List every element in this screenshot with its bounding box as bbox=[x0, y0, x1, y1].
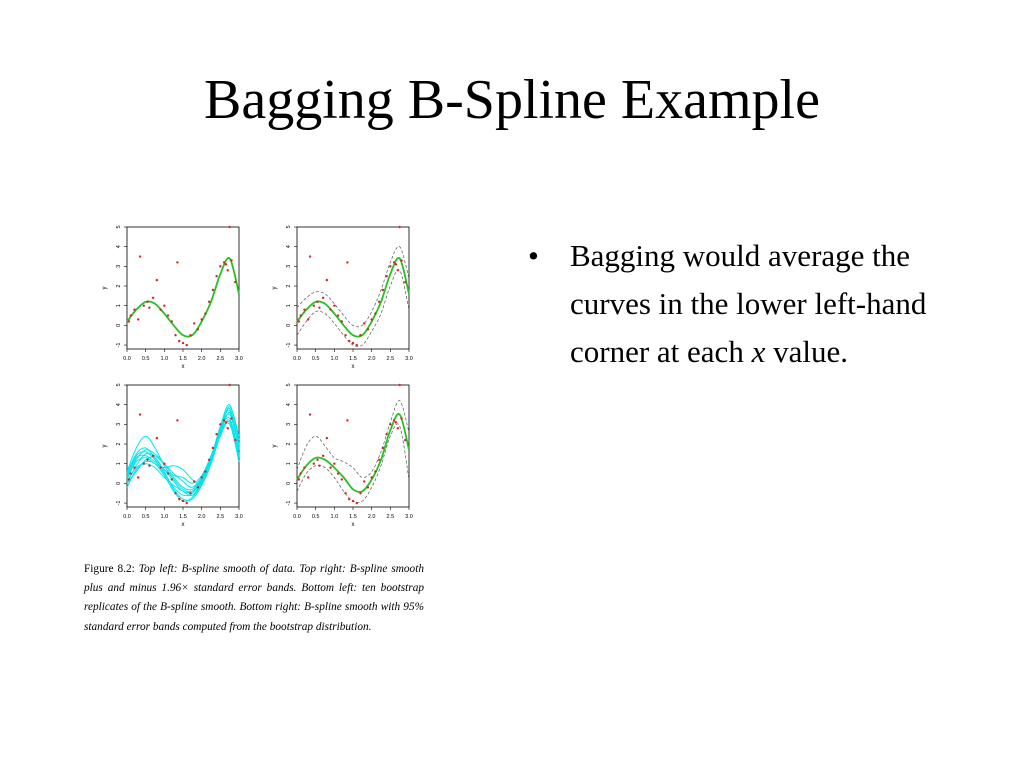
bullet-text bbox=[570, 232, 940, 376]
y-tick-label: 1 bbox=[116, 304, 122, 308]
data-point bbox=[395, 421, 397, 423]
data-point bbox=[300, 472, 302, 474]
data-point bbox=[397, 269, 399, 271]
figure-panels bbox=[80, 215, 430, 545]
y-tick-label: 3 bbox=[116, 422, 122, 426]
data-point bbox=[298, 478, 300, 480]
data-point bbox=[337, 314, 339, 316]
data-point bbox=[382, 289, 384, 291]
x-tick-label: 2.0 bbox=[367, 356, 376, 362]
data-point bbox=[182, 500, 184, 502]
y-tick-label: 5 bbox=[116, 383, 122, 387]
data-point bbox=[374, 312, 376, 314]
data-point bbox=[156, 437, 158, 439]
data-point bbox=[307, 318, 309, 320]
data-point bbox=[389, 265, 391, 267]
x-tick-label: 2.0 bbox=[367, 514, 376, 520]
spline-curve bbox=[127, 258, 239, 337]
data-point bbox=[159, 466, 161, 468]
data-point bbox=[130, 314, 132, 316]
bootstrap-curve bbox=[127, 407, 239, 484]
data-point bbox=[228, 226, 230, 228]
data-point bbox=[204, 312, 206, 314]
y-tick-label: 0 bbox=[286, 481, 292, 485]
data-point bbox=[359, 334, 361, 336]
x-tick-label: 0.5 bbox=[141, 514, 150, 520]
data-point bbox=[346, 419, 348, 421]
data-point bbox=[212, 289, 214, 291]
data-point bbox=[143, 305, 145, 307]
data-point bbox=[378, 459, 380, 461]
x-tick-label: 1.0 bbox=[160, 356, 169, 362]
data-point bbox=[356, 502, 358, 504]
data-point bbox=[322, 455, 324, 457]
x-tick-label: 2.0 bbox=[197, 356, 206, 362]
x-tick-label: 0.0 bbox=[123, 514, 131, 520]
x-tick-label: 1.0 bbox=[330, 514, 339, 520]
y-tick-label: 4 bbox=[116, 245, 122, 249]
x-tick-label: 3.0 bbox=[235, 514, 243, 520]
x-axis-label: x bbox=[351, 364, 355, 370]
y-tick-label: -1 bbox=[286, 500, 292, 506]
data-point bbox=[344, 492, 346, 494]
data-point bbox=[333, 305, 335, 307]
x-tick-label: 3.0 bbox=[405, 514, 413, 520]
data-point bbox=[370, 476, 372, 478]
data-point bbox=[219, 265, 221, 267]
y-tick-label: 0 bbox=[116, 323, 122, 327]
spline-curve bbox=[297, 258, 409, 337]
data-point bbox=[228, 384, 230, 386]
data-point bbox=[182, 342, 184, 344]
data-point bbox=[341, 478, 343, 480]
data-point bbox=[322, 297, 324, 299]
data-point bbox=[316, 459, 318, 461]
data-point bbox=[359, 492, 361, 494]
x-tick-label: 1.5 bbox=[179, 356, 187, 362]
data-point bbox=[329, 308, 331, 310]
data-point bbox=[400, 417, 402, 419]
data-point bbox=[298, 320, 300, 322]
y-tick-label: 2 bbox=[116, 284, 122, 288]
data-point bbox=[152, 297, 154, 299]
data-point bbox=[318, 464, 320, 466]
data-point bbox=[398, 226, 400, 228]
x-axis-label: x bbox=[181, 364, 185, 370]
data-point bbox=[404, 281, 406, 283]
y-tick-label: 2 bbox=[286, 442, 292, 446]
data-point bbox=[309, 255, 311, 257]
data-point bbox=[163, 305, 165, 307]
data-point bbox=[148, 306, 150, 308]
panel-top-right bbox=[250, 215, 420, 380]
y-tick-label: 1 bbox=[286, 462, 292, 466]
bullet-text-start: Bagging would average the curves in the lower left-hand corner at each bbox=[570, 238, 927, 369]
data-point bbox=[167, 472, 169, 474]
x-tick-label: 0.5 bbox=[141, 356, 150, 362]
x-tick-label: 2.5 bbox=[216, 514, 225, 520]
data-point bbox=[397, 427, 399, 429]
data-point bbox=[167, 314, 169, 316]
data-point bbox=[225, 263, 227, 265]
x-tick-label: 1.5 bbox=[179, 514, 187, 520]
data-point bbox=[223, 419, 225, 421]
data-point bbox=[385, 433, 387, 435]
data-point bbox=[215, 275, 217, 277]
data-point bbox=[356, 344, 358, 346]
data-point bbox=[176, 261, 178, 263]
data-point bbox=[148, 464, 150, 466]
data-point bbox=[382, 447, 384, 449]
data-point bbox=[398, 384, 400, 386]
data-point bbox=[393, 261, 395, 263]
data-point bbox=[208, 459, 210, 461]
y-tick-label: -1 bbox=[116, 500, 122, 506]
x-tick-label: 2.5 bbox=[386, 356, 395, 362]
y-tick-label: 1 bbox=[286, 304, 292, 308]
data-point bbox=[307, 476, 309, 478]
data-point bbox=[193, 480, 195, 482]
data-point bbox=[367, 486, 369, 488]
spline-curve bbox=[297, 414, 409, 492]
data-point bbox=[219, 423, 221, 425]
data-point bbox=[174, 334, 176, 336]
y-tick-label: 3 bbox=[286, 264, 292, 268]
data-point bbox=[208, 301, 210, 303]
data-point bbox=[230, 417, 232, 419]
data-point bbox=[370, 318, 372, 320]
data-point bbox=[133, 466, 135, 468]
x-tick-label: 0.0 bbox=[293, 356, 301, 362]
data-point bbox=[337, 472, 339, 474]
data-point bbox=[137, 318, 139, 320]
x-tick-label: 3.0 bbox=[405, 356, 413, 362]
data-point bbox=[395, 263, 397, 265]
data-point bbox=[189, 492, 191, 494]
data-point bbox=[344, 334, 346, 336]
data-point bbox=[171, 478, 173, 480]
data-point bbox=[215, 433, 217, 435]
y-tick-label: 1 bbox=[116, 462, 122, 466]
data-point bbox=[139, 255, 141, 257]
data-point bbox=[223, 261, 225, 263]
y-tick-label: -1 bbox=[116, 342, 122, 348]
data-point bbox=[313, 305, 315, 307]
data-point bbox=[139, 413, 141, 415]
plot-top-right bbox=[250, 215, 420, 375]
data-point bbox=[176, 419, 178, 421]
data-point bbox=[393, 419, 395, 421]
data-point bbox=[352, 500, 354, 502]
data-point bbox=[146, 301, 148, 303]
data-point bbox=[348, 340, 350, 342]
data-point bbox=[303, 466, 305, 468]
x-tick-label: 0.5 bbox=[311, 356, 320, 362]
data-point bbox=[318, 306, 320, 308]
data-point bbox=[212, 447, 214, 449]
data-point bbox=[227, 269, 229, 271]
data-point bbox=[234, 281, 236, 283]
data-point bbox=[178, 340, 180, 342]
slide-title: Bagging B-Spline Example bbox=[204, 69, 820, 131]
x-tick-label: 0.5 bbox=[311, 514, 320, 520]
data-point bbox=[133, 308, 135, 310]
x-tick-label: 0.0 bbox=[123, 356, 131, 362]
x-tick-label: 1.5 bbox=[349, 514, 357, 520]
data-point bbox=[346, 261, 348, 263]
data-point bbox=[128, 320, 130, 322]
data-point bbox=[374, 470, 376, 472]
x-tick-label: 2.5 bbox=[386, 514, 395, 520]
data-point bbox=[352, 342, 354, 344]
panel-bottom-right bbox=[250, 373, 420, 538]
x-tick-label: 1.5 bbox=[349, 356, 357, 362]
data-point bbox=[159, 308, 161, 310]
data-point bbox=[333, 463, 335, 465]
x-axis-label: x bbox=[351, 522, 355, 528]
y-tick-label: 3 bbox=[286, 422, 292, 426]
error-band-line bbox=[297, 401, 409, 478]
y-axis-label: y bbox=[102, 444, 108, 448]
data-point bbox=[178, 498, 180, 500]
data-point bbox=[227, 427, 229, 429]
y-tick-label: 4 bbox=[286, 403, 292, 407]
plot-top-left bbox=[80, 215, 250, 375]
data-point bbox=[329, 466, 331, 468]
y-tick-label: 5 bbox=[116, 225, 122, 229]
y-tick-label: 5 bbox=[286, 383, 292, 387]
data-point bbox=[316, 301, 318, 303]
bullet-text-end: value. bbox=[765, 334, 848, 369]
data-point bbox=[189, 334, 191, 336]
caption-label: Figure 8.2: bbox=[84, 563, 135, 575]
panel-top-left bbox=[80, 215, 250, 380]
data-point bbox=[303, 308, 305, 310]
y-tick-label: 0 bbox=[286, 323, 292, 327]
plot-frame bbox=[127, 227, 239, 349]
data-point bbox=[326, 279, 328, 281]
data-point bbox=[300, 314, 302, 316]
data-point bbox=[143, 463, 145, 465]
data-point bbox=[309, 413, 311, 415]
data-point bbox=[378, 301, 380, 303]
data-point bbox=[367, 328, 369, 330]
data-point bbox=[200, 318, 202, 320]
plot-bottom-right bbox=[250, 373, 420, 533]
x-tick-label: 1.0 bbox=[330, 356, 339, 362]
data-point bbox=[152, 455, 154, 457]
data-point bbox=[389, 423, 391, 425]
data-point bbox=[348, 498, 350, 500]
x-axis-label: x bbox=[181, 522, 185, 528]
data-point bbox=[400, 259, 402, 261]
x-tick-label: 0.0 bbox=[293, 514, 301, 520]
x-tick-label: 3.0 bbox=[235, 356, 243, 362]
data-point bbox=[193, 322, 195, 324]
data-point bbox=[341, 320, 343, 322]
bullet-dot-icon: • bbox=[528, 238, 539, 273]
figure-caption bbox=[84, 560, 424, 637]
bullet-text-emphasis: x bbox=[751, 334, 766, 369]
data-point bbox=[163, 463, 165, 465]
y-tick-label: 5 bbox=[286, 225, 292, 229]
data-point bbox=[230, 259, 232, 261]
x-tick-label: 1.0 bbox=[160, 514, 169, 520]
data-point bbox=[171, 320, 173, 322]
y-tick-label: 4 bbox=[116, 403, 122, 407]
data-point bbox=[130, 472, 132, 474]
y-tick-label: 2 bbox=[116, 442, 122, 446]
y-axis-label: y bbox=[272, 286, 278, 290]
x-tick-label: 2.0 bbox=[197, 514, 206, 520]
caption-text: Top left: B-spline smooth of data. Top right: B-spline smooth plus and minus 1.96× standard error bands. Bottom left: ten bootstrap replicates of the B-spline smooth. Bottom right: B-spline smooth with 95% standard error bands computed from the bootstrap distribution. bbox=[84, 563, 424, 633]
data-point bbox=[225, 421, 227, 423]
plot-frame bbox=[297, 227, 409, 349]
data-point bbox=[186, 344, 188, 346]
y-tick-label: 4 bbox=[286, 245, 292, 249]
y-tick-label: 0 bbox=[116, 481, 122, 485]
data-point bbox=[146, 459, 148, 461]
plot-bottom-left bbox=[80, 373, 250, 533]
data-point bbox=[404, 439, 406, 441]
y-axis-label: y bbox=[102, 286, 108, 290]
data-point bbox=[156, 279, 158, 281]
y-axis-label: y bbox=[272, 444, 278, 448]
data-point bbox=[200, 476, 202, 478]
data-point bbox=[363, 480, 365, 482]
data-point bbox=[137, 476, 139, 478]
data-point bbox=[234, 439, 236, 441]
data-point bbox=[326, 437, 328, 439]
data-point bbox=[204, 470, 206, 472]
error-band-line bbox=[297, 246, 409, 327]
y-tick-label: 2 bbox=[286, 284, 292, 288]
data-point bbox=[174, 492, 176, 494]
data-point bbox=[197, 328, 199, 330]
y-tick-label: 3 bbox=[116, 264, 122, 268]
y-tick-label: -1 bbox=[286, 342, 292, 348]
x-tick-label: 2.5 bbox=[216, 356, 225, 362]
data-point bbox=[186, 502, 188, 504]
data-point bbox=[128, 478, 130, 480]
data-point bbox=[313, 463, 315, 465]
data-point bbox=[363, 322, 365, 324]
data-point bbox=[385, 275, 387, 277]
data-point bbox=[197, 486, 199, 488]
panel-bottom-left bbox=[80, 373, 250, 538]
